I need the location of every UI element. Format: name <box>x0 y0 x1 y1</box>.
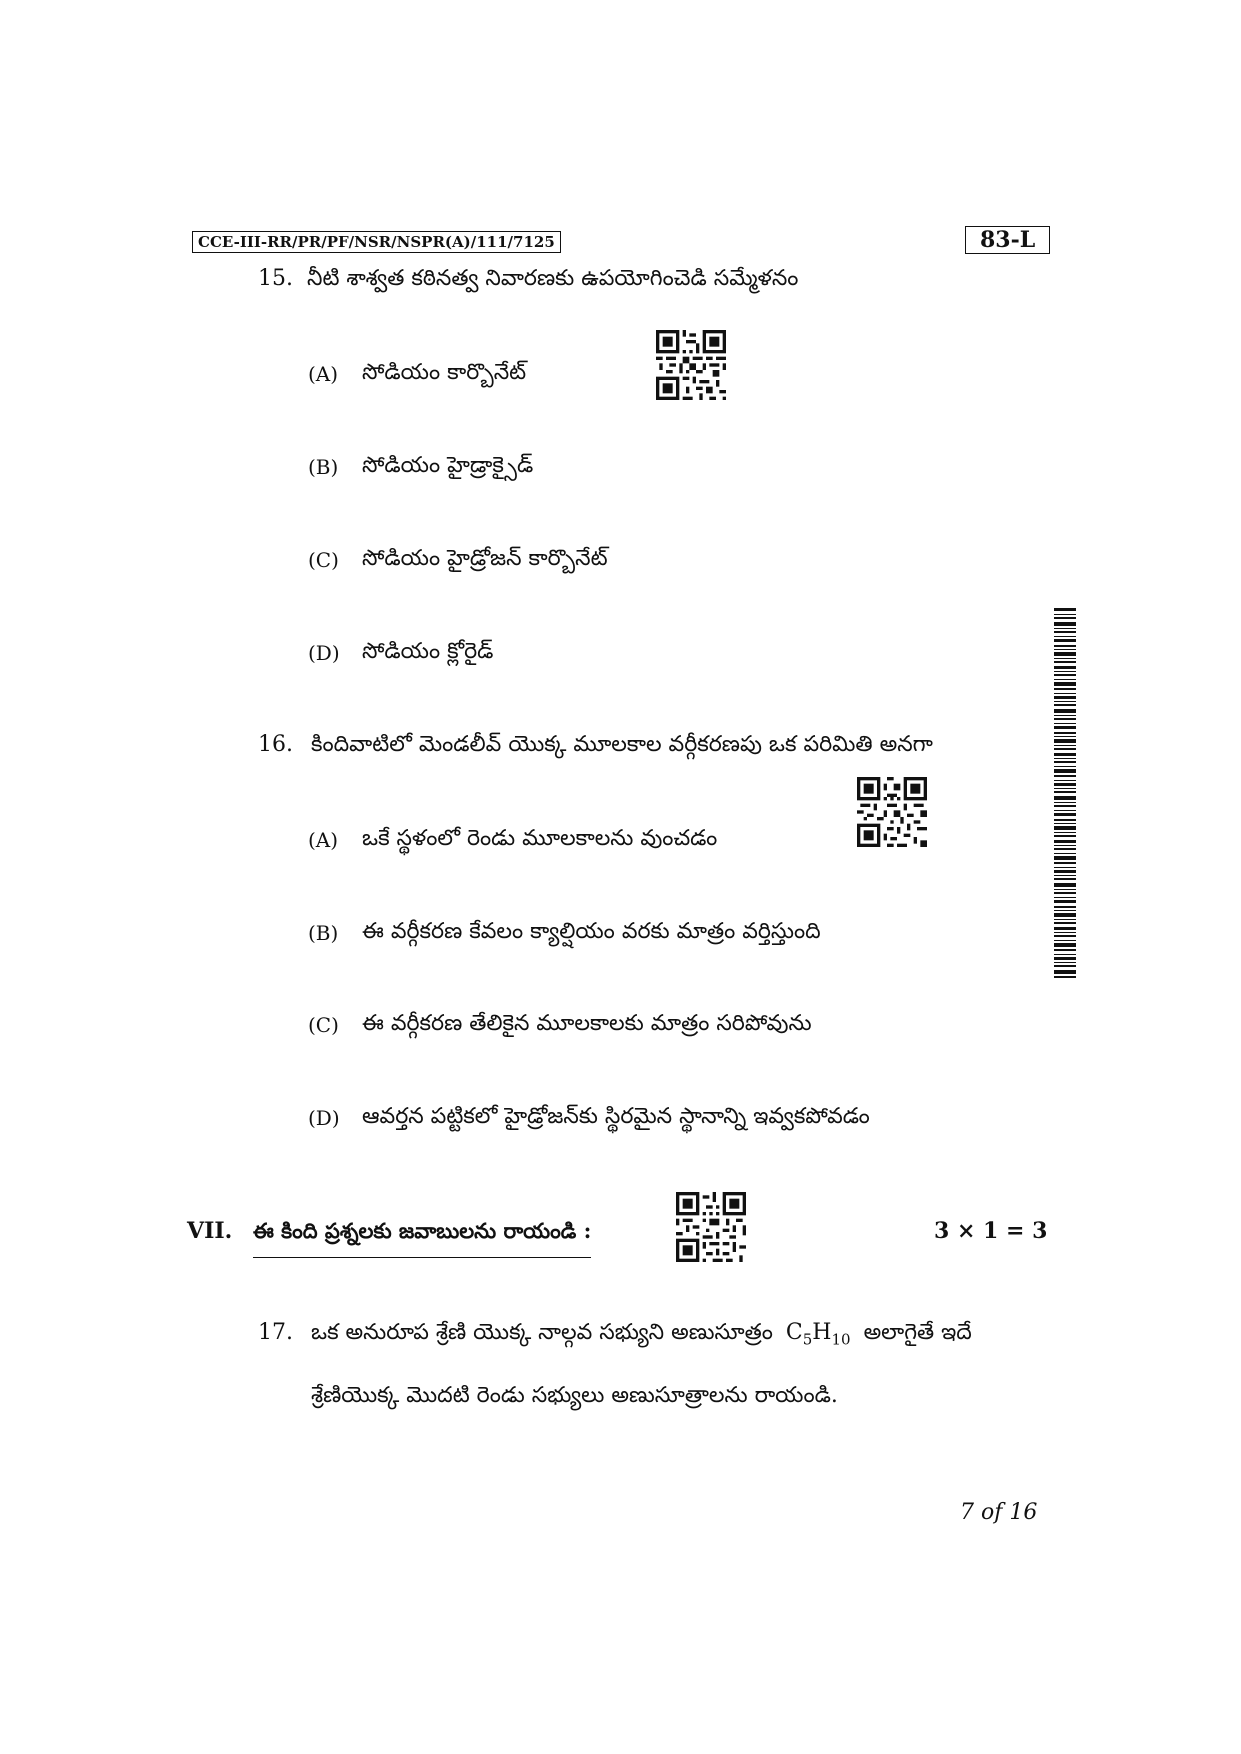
q15-option-d-text: సోడియం క్లోరైడ్ <box>362 639 494 664</box>
q16-option-a-letter: (A) <box>308 828 339 852</box>
q16-option-d-letter: (D) <box>308 1106 340 1130</box>
qr-code-2 <box>857 777 927 847</box>
q16-option-c-letter: (C) <box>308 1013 339 1037</box>
q15-option-c-letter: (C) <box>308 548 339 572</box>
question-15-number: 15. <box>258 266 293 291</box>
q15-option-c-text: సోడియం హైడ్రోజన్ కార్బొనేట్ <box>362 546 608 571</box>
question-15-text: నీటి శాశ్వత కఠినత్వ నివారణకు ఉపయోగించెడి సమ్మేళనం <box>307 266 799 291</box>
question-17-text-post: అలాగైతే ఇదే <box>863 1320 972 1345</box>
question-17-text-pre: ఒక అనురూప శ్రేణి యొక్క నాల్గవ సభ్యుని అణుసూత్రం <box>311 1320 773 1345</box>
formula-carbon-subscript: 5 <box>802 1330 813 1349</box>
question-17-line-2: శ్రేణియొక్క మొదటి రెండు సభ్యులు అణుసూత్రాలను రాయండి. <box>311 1383 838 1408</box>
section-marks: 3 × 1 = 3 <box>934 1218 1048 1244</box>
page-code-badge: 83-L <box>965 226 1050 254</box>
page-number: 7 of 16 <box>960 1500 1038 1525</box>
q16-option-b-letter: (B) <box>308 921 339 945</box>
question-16-number: 16. <box>258 732 293 757</box>
formula-carbon: C <box>785 1320 803 1345</box>
barcode <box>1054 608 1076 978</box>
paper-code: CCE-III-RR/PR/PF/NSR/NSPR(A)/111/7125 <box>192 231 561 253</box>
q16-option-c-text: ఈ వర్గీకరణ తేలికైన మూలకాలకు మాత్రం సరిపోవును <box>362 1011 812 1036</box>
section-title: ఈ కింది ప్రశ్నలకు జవాబులను రాయండి : <box>253 1218 591 1258</box>
question-16-text: కిందివాటిలో మెండలీవ్ యొక్క మూలకాల వర్గీకరణపు ఒక పరిమితి అనగా <box>311 732 933 757</box>
q16-option-d-text: ఆవర్తన పట్టికలో హైడ్రోజన్‌కు స్థిరమైన స్థానాన్ని ఇవ్వకపోవడం <box>362 1104 870 1129</box>
q15-option-d-letter: (D) <box>308 641 340 665</box>
qr-code-3 <box>676 1192 746 1262</box>
formula-hydrogen: H <box>812 1320 832 1345</box>
qr-code-1 <box>656 330 726 400</box>
q15-option-a-letter: (A) <box>308 362 339 386</box>
question-17-number: 17. <box>258 1320 293 1345</box>
question-17-line-1 <box>311 1320 972 1350</box>
q15-option-a-text: సోడియం కార్బొనేట్ <box>362 360 527 385</box>
formula-hydrogen-subscript: 10 <box>831 1330 851 1349</box>
q15-option-b-letter: (B) <box>308 455 339 479</box>
q15-option-b-text: సోడియం హైడ్రాక్సైడ్ <box>362 453 534 478</box>
q16-option-a-text: ఒకే స్థళంలో రెండు మూలకాలను వుంచడం <box>362 826 718 851</box>
q16-option-b-text: ఈ వర్గీకరణ కేవలం క్యాల్షియం వరకు మాత్రం వర్తిస్తుంది <box>362 919 821 944</box>
section-number: VII. <box>187 1218 233 1244</box>
molecular-formula <box>785 1320 851 1349</box>
